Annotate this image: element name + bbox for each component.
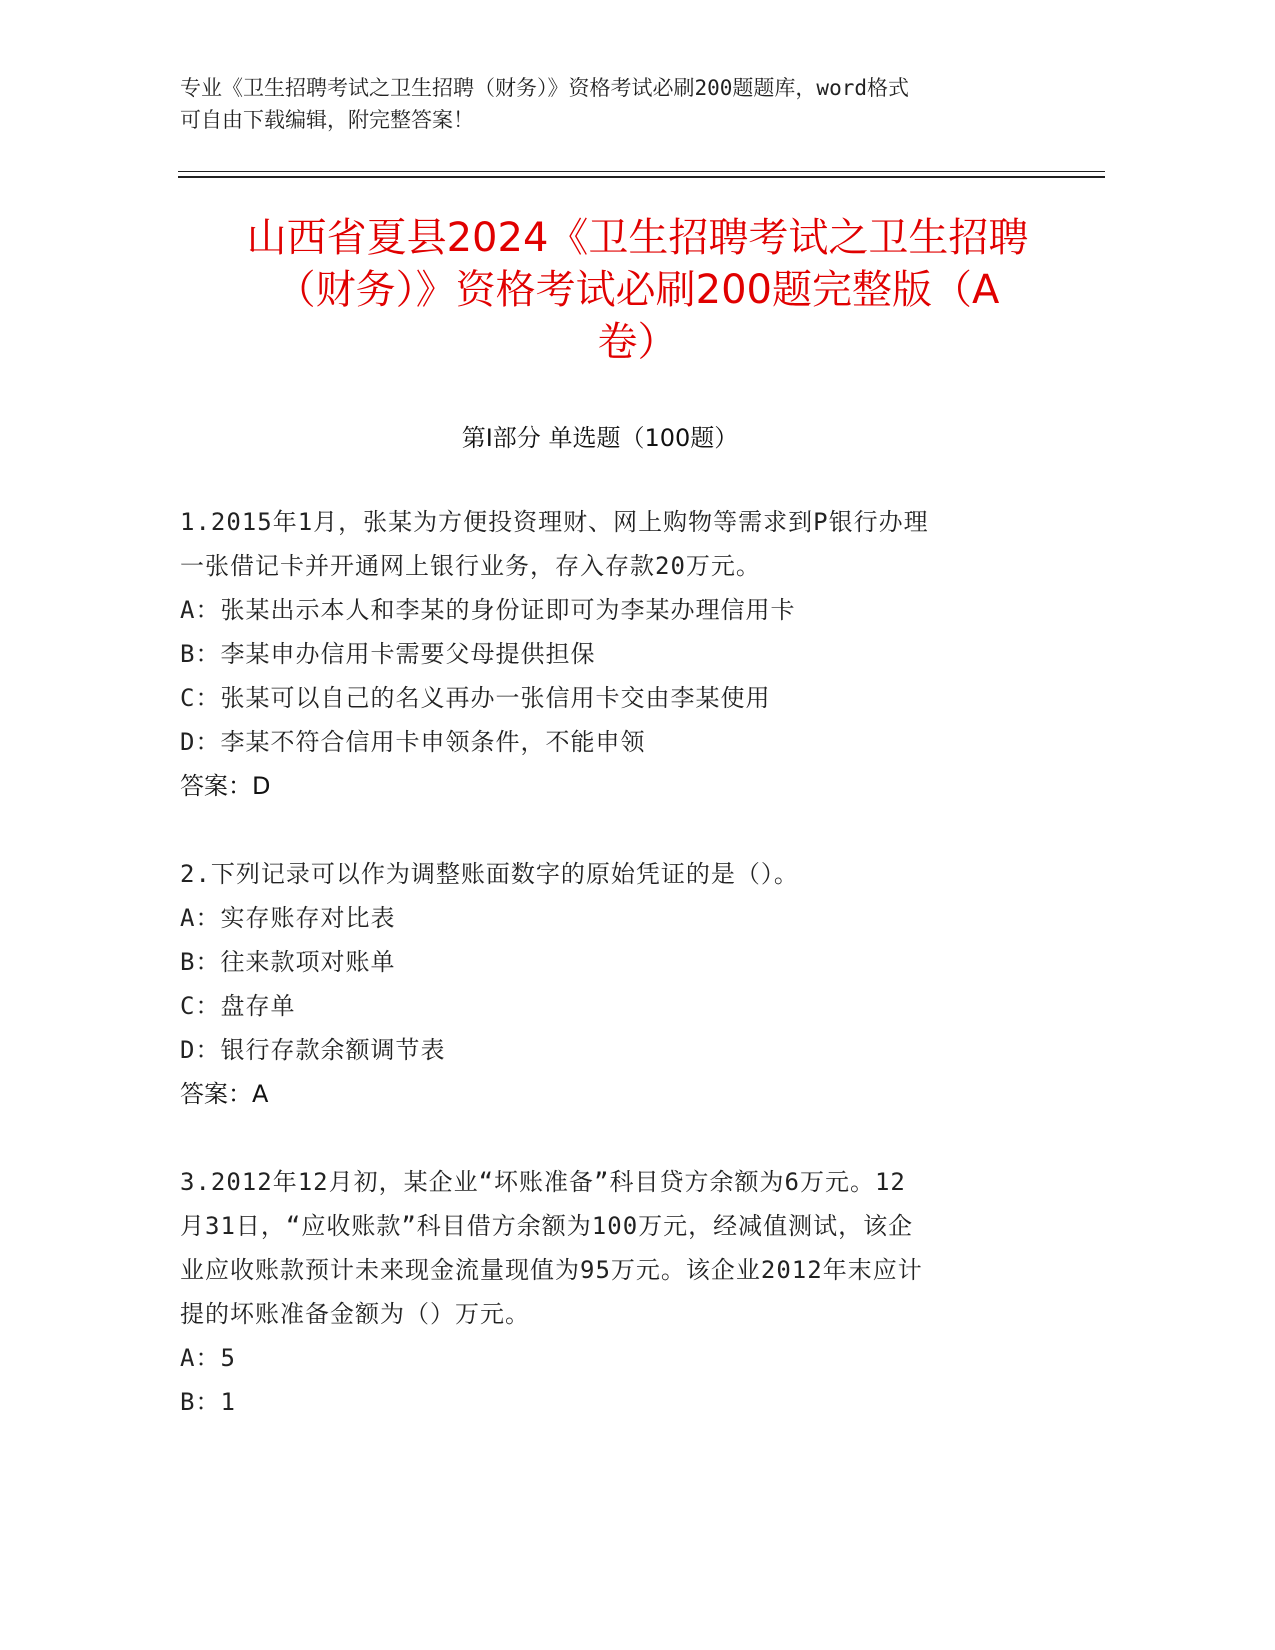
question-stem-line: 3.2012年12月初，某企业“坏账准备”科目贷方余额为6万元。12: [180, 1168, 906, 1196]
question-stem-line: 业应收账款预计未来现金流量现值为95万元。该企业2012年末应计: [180, 1256, 923, 1284]
option-d: D：李某不符合信用卡申领条件，不能申领: [180, 728, 646, 756]
title-line-2: （财务）》资格考试必刷200题完整版（A: [275, 267, 1000, 313]
header-divider-thick: [178, 176, 1105, 178]
answer-label: 答案：D: [180, 772, 271, 800]
option-d: D：银行存款余额调节表: [180, 1036, 446, 1064]
header-note-line-1: 专业《卫生招聘考试之卫生招聘（财务）》资格考试必刷200题题库，word格式: [180, 76, 909, 100]
question-3: [180, 1160, 1060, 1424]
option-b: B：1: [180, 1388, 236, 1416]
header-divider-thin: [178, 171, 1105, 172]
question-stem-line: 2.下列记录可以作为调整账面数字的原始凭证的是（）。: [180, 860, 799, 888]
option-c: C：张某可以自己的名义再办一张信用卡交由李某使用: [180, 684, 771, 712]
section-heading: 第Ⅰ部分 单选题（100题）: [461, 424, 739, 452]
answer-label: 答案：A: [180, 1080, 269, 1108]
option-b: B：往来款项对账单: [180, 948, 396, 976]
question-list: [180, 500, 1060, 1468]
option-a: A：实存账存对比表: [180, 904, 396, 932]
option-b: B：李某申办信用卡需要父母提供担保: [180, 640, 596, 668]
header-note-line-2: 可自由下载编辑，附完整答案！: [180, 108, 474, 132]
question-stem-line: 一张借记卡并开通网上银行业务，存入存款20万元。: [180, 552, 761, 580]
question-2: [180, 852, 1060, 1116]
option-c: C：盘存单: [180, 992, 296, 1020]
question-stem-line: 1.2015年1月，张某为方便投资理财、网上购物等需求到P银行办理: [180, 508, 929, 536]
question-1: [180, 500, 1060, 808]
header-note: [180, 72, 1060, 136]
option-a: A：5: [180, 1344, 236, 1372]
option-a: A：张某出示本人和李某的身份证即可为李某办理信用卡: [180, 596, 796, 624]
document-title: [150, 212, 1125, 368]
question-stem-line: 月31日，“应收账款”科目借方余额为100万元，经减值测试，该企: [180, 1212, 914, 1240]
question-stem-line: 提的坏账准备金额为（）万元。: [180, 1300, 530, 1328]
title-line-3: 卷）: [597, 319, 678, 365]
title-line-1: 山西省夏县2024《卫生招聘考试之卫生招聘: [246, 215, 1029, 261]
